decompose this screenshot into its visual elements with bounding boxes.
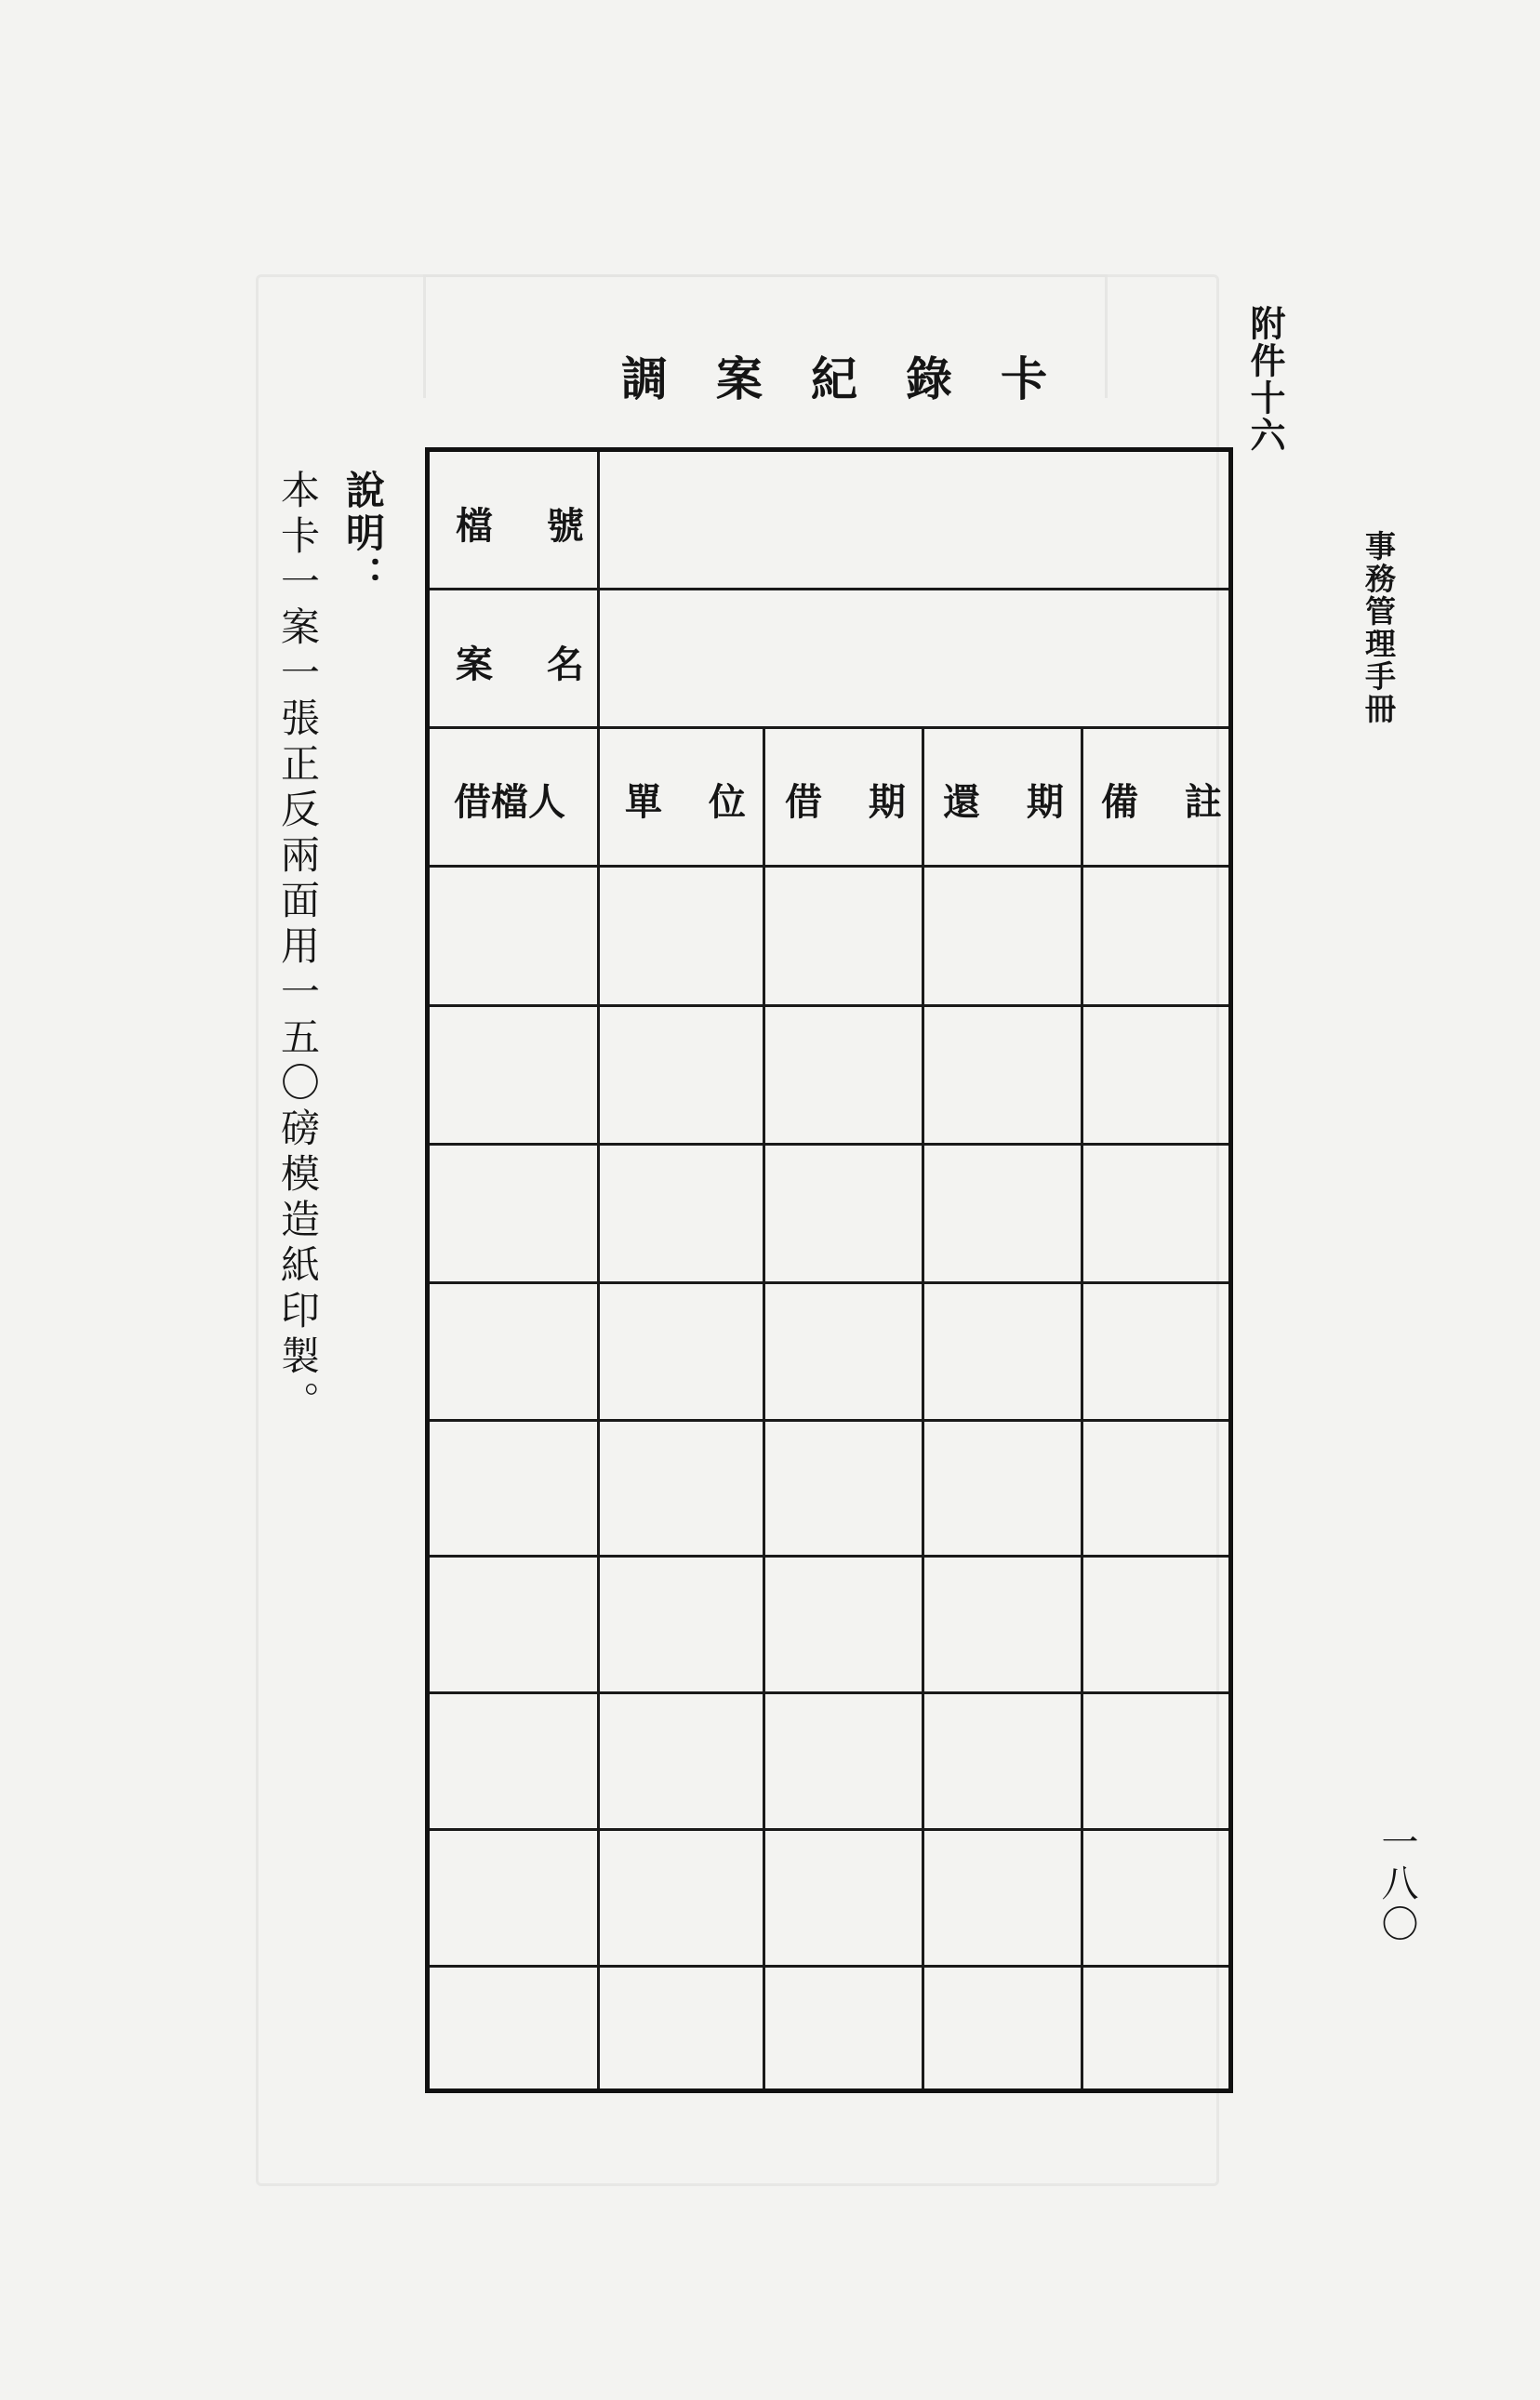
header-return-date: 還 期: [943, 781, 1081, 824]
row-divider: [430, 588, 1228, 590]
card-title: 調案紀錄卡: [621, 351, 1095, 406]
note-body: 本卡一案一張正反兩面用一五〇磅模造紙印製。: [275, 470, 321, 1426]
row-divider: [430, 1281, 1228, 1284]
row-divider: [430, 1004, 1228, 1007]
borrow-record-form: [425, 447, 1239, 2093]
row-divider: [430, 726, 1228, 729]
row-divider: [430, 1555, 1228, 1558]
column-divider: [763, 726, 765, 2088]
header-remarks: 備 註: [1101, 781, 1239, 824]
column-divider: [597, 452, 600, 2088]
row-divider: [430, 1691, 1228, 1694]
column-divider: [922, 726, 924, 2088]
page-number: 一八〇: [1375, 1823, 1418, 1945]
header-borrower: 借檔人: [454, 781, 565, 824]
column-divider: [1081, 726, 1083, 2088]
row-divider: [430, 1828, 1228, 1831]
book-title: 事務管理手冊: [1361, 530, 1397, 725]
header-unit: 單 位: [625, 781, 763, 824]
row-divider: [430, 1419, 1228, 1422]
row-divider: [430, 865, 1228, 868]
appendix-label: 附件十六: [1244, 305, 1285, 454]
header-borrow-date: 借 期: [785, 781, 923, 824]
row-divider: [430, 1965, 1228, 1968]
note-heading: 說明：: [340, 470, 386, 598]
row-divider: [430, 1143, 1228, 1146]
case-name-label: 案 名: [456, 643, 604, 686]
file-number-label: 檔 號: [456, 505, 604, 548]
